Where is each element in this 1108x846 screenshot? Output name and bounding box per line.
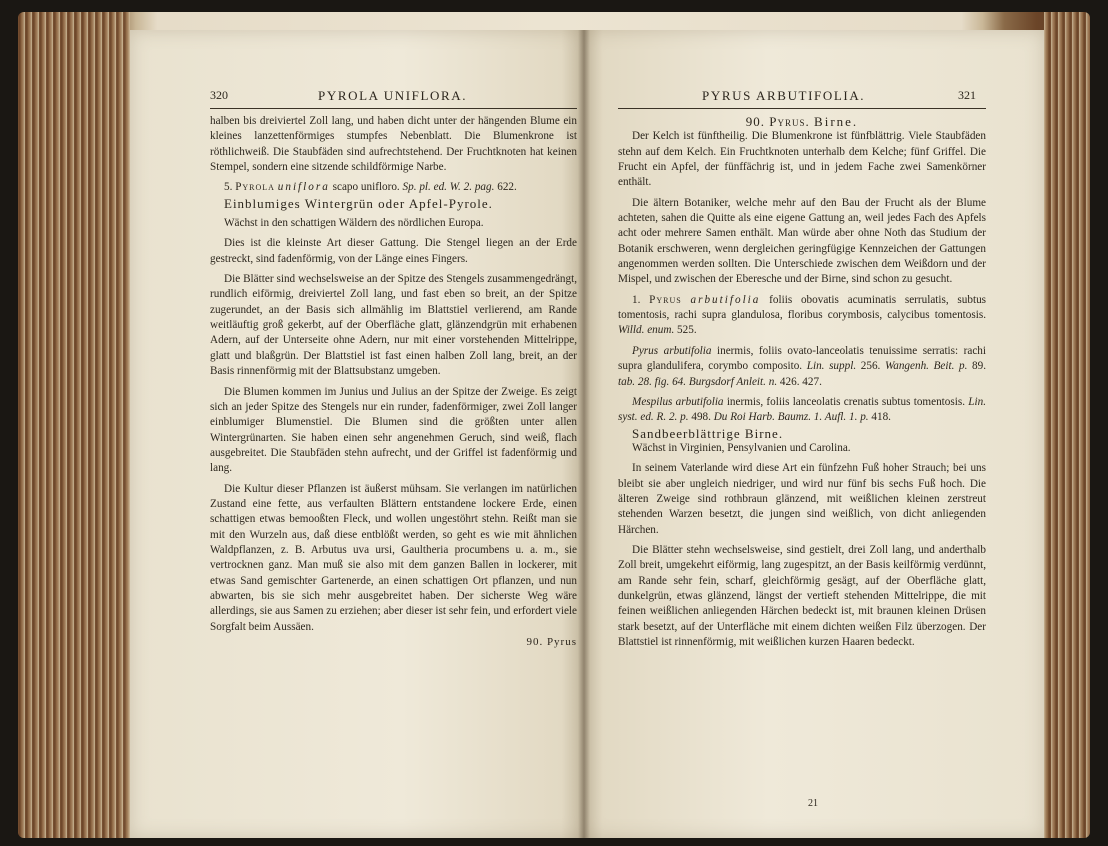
reference: Lin. syst. ed. R. 2. p. bbox=[618, 395, 987, 424]
running-head-right: PYRUS ARBUTIFOLIA. bbox=[702, 88, 866, 103]
diagnosis: foliis obovatis acuminatis serrulatis, subtus tomentosis, rachi supra glandulosa, floribus corymbosis, calycibus tomentosis. bbox=[618, 293, 987, 322]
left-page-edges bbox=[18, 12, 130, 838]
common-name: Einblumiges Wintergrün oder Apfel-Pyrole. bbox=[224, 195, 493, 211]
species-name: arbutifolia bbox=[690, 293, 761, 306]
genus-name: Pyrus bbox=[649, 293, 682, 306]
reference: Willd. enum. bbox=[618, 324, 675, 337]
running-head-left: PYROLA UNIFLORA. bbox=[318, 88, 468, 103]
synonym-entry bbox=[618, 395, 986, 426]
habitat: Wächst in den schattigen Wäldern des nördlichen Europa. bbox=[224, 217, 484, 230]
synonym-entry bbox=[618, 344, 986, 390]
page-number-left: 320 bbox=[210, 88, 228, 102]
left-page bbox=[130, 30, 584, 838]
synonym-diagnosis: inermis, foliis lanceolatis crenatis subtus tomentosis. bbox=[726, 395, 965, 408]
paragraph: Der Kelch ist fünftheilig. Die Blumenkrone ist fünfblättrig. Viele Staubfäden stehn auf dem Kelch. Ein Fruchtknoten unterhalb dem Kelche; fünf Griffel. Die Frucht ein Apfel, der fünffächrig ist, und in jedem Fache zwei Samenkörner enthält. bbox=[618, 130, 986, 189]
right-text-column bbox=[618, 114, 986, 650]
paragraph: Die Blätter sind wechselsweise an der Spitze des Stengels zusammengedrängt, rundlich eiförmig, dreiviertel Zoll lang, und fast eben so breit, an der Spitze zugerundet, an der Basis sich allmählig im Blattstiel verlierend, am Rande weitläuftig groß gekerbt, auf der Oberfläche glatt, glänzendgrün mit erhabenen Adern, auf der Unterseite ohne Adern, nur mit einer vorstehenden Mittelrippe, glatt und blaßgrün. Der Blattstiel ist fast einen halben Zoll lang, breit, an der Basis rinnenförmig mit der Blattsubstanz umgeben. bbox=[210, 273, 577, 378]
reference: Du Roi Harb. Baumz. 1. Aufl. 1. p. bbox=[713, 411, 869, 424]
page-number-right: 321 bbox=[958, 88, 976, 102]
reference: tab. 28. fig. 64. Burgsdorf Anleit. n. bbox=[618, 375, 778, 388]
entry-number: 1. bbox=[632, 293, 641, 306]
reference-page: 418. bbox=[871, 411, 891, 424]
reference: Sp. pl. ed. W. 2. pag. bbox=[402, 181, 495, 194]
common-name: Sandbeerblättrige Birne. bbox=[632, 425, 784, 441]
reference-page: 256. bbox=[860, 360, 881, 373]
left-text-column bbox=[210, 114, 577, 650]
head-rule-right bbox=[618, 108, 986, 109]
paragraph: In seinem Vaterlande wird diese Art ein fünfzehn Fuß hoher Strauch; bei uns bleibt sie aber ungleich niedriger, und wird nur fünf bis sechs Fuß hoch. Die älteren Zweige sind rothbraun glänzend, mit weißlichen kleinen zerstreut stehenden Warzen besetzt, die jungen sind weißlich, von dicht anliegenden Härchen. bbox=[618, 462, 986, 536]
species-entry bbox=[210, 180, 577, 195]
book bbox=[18, 12, 1090, 838]
paragraph: Die ältern Botaniker, welche mehr auf den Bau der Frucht als der Blume achteten, sahen die Quitte als eine eigene Gattung an, weil jedes Fach des Apfels acht oder mehrere Samen enthält. Man würde aber ohne Noth das Studium der Botanik erschweren, wenn dergleichen geringfügige Kennzeichen der Gattungen angenommen werden sollten. Die Unterschiede zwischen dem Weißdorn und der Mispel, und zwischen der Eberesche und der Birne, sind schon zu gesucht. bbox=[618, 196, 986, 286]
species-entry bbox=[618, 293, 986, 339]
catchword: 90. Pyrus bbox=[526, 636, 577, 648]
reference-page: 426. 427. bbox=[779, 375, 822, 388]
genus-title: Pyrus. bbox=[769, 114, 810, 129]
reference-page: 89. bbox=[972, 360, 987, 373]
reference-page: 525. bbox=[677, 324, 697, 337]
paragraph: halben bis dreiviertel Zoll lang, und haben dicht unter der hängenden Blume ein kleines lanzettenförmiges stumpfes Nebenblatt. Die Blumenkrone ist röthlichweiß. Die Staubfäden sind aufrechtstehend. Der Fruchtknoten hat keinen Stempel, sondern eine sitzende schildförmige Narbe. bbox=[210, 115, 577, 174]
genus-heading bbox=[618, 114, 986, 129]
genus-name: Pyrola bbox=[235, 181, 275, 194]
paragraph: Die Blätter stehn wechselsweise, sind gestielt, drei Zoll lang, und anderthalb Zoll breit, umgekehrt eiförmig, lang zugespitzt, an der Basis keilförmig verdünnt, am Rande sehr fein, scharf, gleichförmig gesägt, auf der Oberfläche glatt, dunkelgrün, etwas glänzend, längst der vertieft stehenden Mittelrippe, die mit feinen weißlichen anliegenden Härchen bedeckt ist, mit braunen kleinen Drüsen stark besetzt, auf der Unterfläche mit einem dichten weißen Filz überzogen. Der Blattstiel ist rinnenförmig, mit weißlichen kurzen Haaren bedeckt. bbox=[618, 543, 986, 648]
reference-page: 622. bbox=[497, 181, 517, 194]
paragraph: Dies ist die kleinste Art dieser Gattung. Die Stengel liegen an der Erde gestreckt, sind fadenförmig, von der Länge eines Fingers. bbox=[210, 237, 577, 265]
synonym-diagnosis: inermis, foliis ovato-lanceolatis tenuissime serratis: rachi supra glandulifera, corymbo composito. bbox=[618, 344, 986, 373]
signature-mark: 21 bbox=[808, 798, 818, 809]
entry-number: 5. bbox=[224, 181, 233, 194]
reference: Lin. suppl. bbox=[806, 360, 857, 373]
synonym-name: Pyrus arbutifolia bbox=[632, 344, 712, 357]
genus-number: 90. bbox=[745, 114, 766, 129]
right-page-edges bbox=[1044, 12, 1090, 838]
head-rule-left bbox=[210, 108, 577, 109]
synonym-name: Mespilus arbutifolia bbox=[632, 395, 724, 408]
book-gutter bbox=[578, 30, 590, 838]
reference-page: 498. bbox=[691, 411, 711, 424]
paragraph: Die Kultur dieser Pflanzen ist äußerst mühsam. Sie verlangen im natürlichen Zustand eine fette, aus verfaulten Blättern entstandene lockere Erde, einen schattigen etwas bemooßten Fleck, und wollen ungestöhrt stehn. Reißt man sie mit den Wurzeln aus, daß diese entblößt werden, so geht es wie mit ähnlichen Waldpflanzen, z. B. Arbutus uva ursi, Gaultheria procumbens u. a. m., sie vertrocknen ganz. Man muß sie also mit dem ganzen Ballen in lockerer, mit etwas Sand gemischter Gartenerde, an einen schattigen Ort pflanzen, und nun abwarten, bis sie sich mehr ausgebreitet haben. Der sicherste Weg wäre allerdings, sie aus Samen zu erziehen; aber dieser ist sehr fein, und erfordert viele Sorgfalt beim Aussäen. bbox=[210, 482, 577, 633]
species-name: uniflora bbox=[277, 181, 330, 194]
genus-common-name: Birne. bbox=[814, 114, 859, 129]
habitat: Wächst in Virginien, Pensylvanien und Carolina. bbox=[632, 441, 851, 454]
reference: Wangenh. Beit. p. bbox=[884, 360, 968, 373]
right-page bbox=[584, 30, 1044, 838]
paragraph: Die Blumen kommen im Junius und Julius an der Spitze der Zweige. Es zeigt sich an jeder Spitze des Stengels nur ein runder, fadenförmiger, zwei Zoll langer einblumiger Blumenstiel. Die Blumen sind die größten unter allen Wintergrünarten. Sie haben einen sehr angenehmen Geruch, sind weiß, flach ausgebreitet. Die Staubfäden stehn aufrecht, und der Griffel ist fadenförmig und lang. bbox=[210, 385, 577, 475]
diagnosis: scapo unifloro. bbox=[332, 181, 400, 194]
